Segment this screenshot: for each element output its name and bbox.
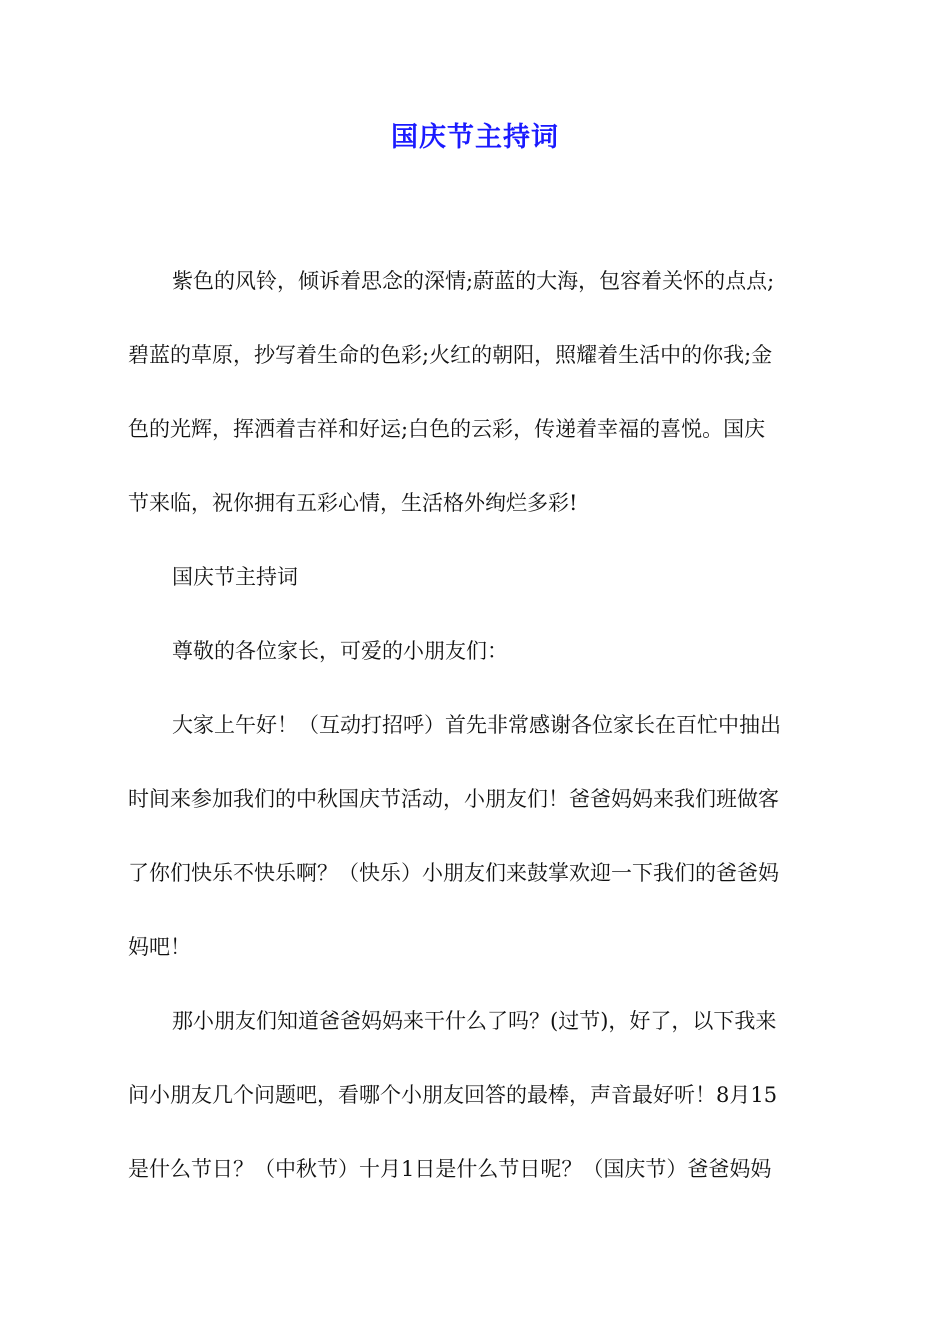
text-line: 色的光辉，挥洒着吉祥和好运;白色的云彩，传递着幸福的喜悦。国庆 [128, 417, 766, 441]
text-line: 节来临，祝你拥有五彩心情，生活格外绚烂多彩! [128, 491, 578, 515]
text-line: 紫色的风铃，倾诉着思念的深情;蔚蓝的大海，包容着关怀的点点; [172, 269, 775, 293]
text-line: 大家上午好！（互动打招呼）首先非常感谢各位家长在百忙中抽出 [172, 713, 781, 737]
section-heading: 国庆节主持词 [172, 565, 298, 589]
document-title: 国庆节主持词 [391, 122, 559, 153]
text-line: 时间来参加我们的中秋国庆节活动，小朋友们！爸爸妈妈来我们班做客 [128, 787, 779, 811]
text-line: 那小朋友们知道爸爸妈妈来干什么了吗？(过节)，好了，以下我来 [172, 1009, 777, 1033]
text-line: 是什么节日？（中秋节）十月1日是什么节日呢？（国庆节）爸爸妈妈 [128, 1157, 772, 1181]
text-line: 妈吧！ [128, 935, 191, 959]
document-body [128, 262, 824, 1224]
text-line: 碧蓝的草原，抄写着生命的色彩;火红的朝阳，照耀着生活中的你我;金 [128, 343, 773, 367]
salutation: 尊敬的各位家长，可爱的小朋友们： [172, 639, 508, 663]
text-line: 了你们快乐不快乐啊？（快乐）小朋友们来鼓掌欢迎一下我们的爸爸妈 [128, 861, 779, 885]
text-line: 问小朋友几个问题吧，看哪个小朋友回答的最棒，声音最好听！8月15 [128, 1083, 778, 1107]
